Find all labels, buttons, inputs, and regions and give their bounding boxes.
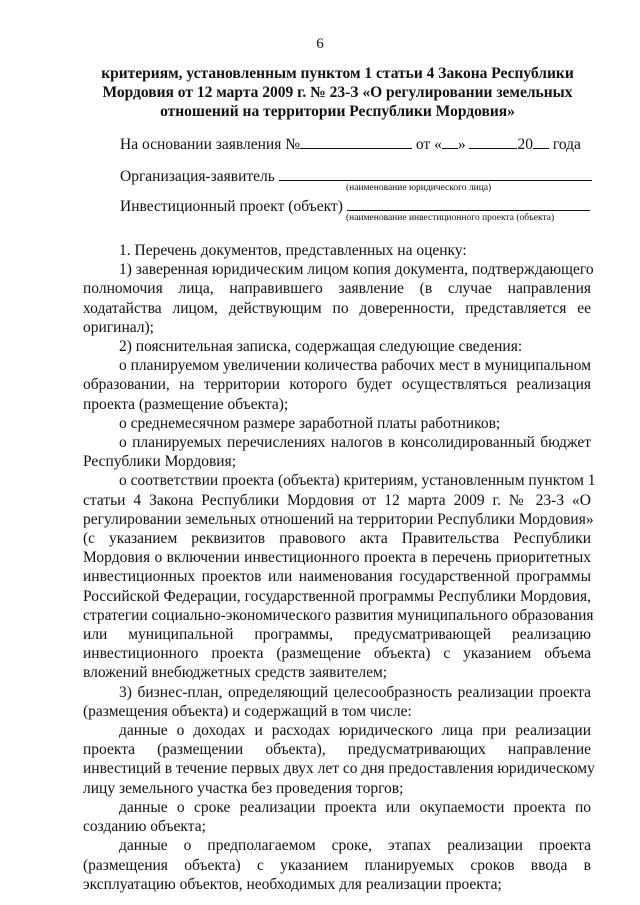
project-label: Инвестиционный проект (объект) (120, 198, 343, 215)
text-line: (размещения объекта) с указанием планируемых сроков ввода в (83, 856, 591, 874)
year-suffix: года (552, 136, 581, 153)
year-prefix: 20 (517, 136, 533, 153)
text-line: Российской Федерации, государственной программы Республики Мордовия, (83, 587, 591, 605)
text-line: инвестиционных проектов или наименования государственной программы (83, 568, 591, 586)
document-title (90, 64, 585, 121)
text-line: проекта (размещение объекта); (83, 395, 289, 413)
text-line: данные о доходах и расходах юридического лица при реализации (119, 722, 591, 740)
project-blank (347, 196, 590, 211)
text-line: оригинал); (83, 318, 154, 336)
month-blank (469, 134, 517, 149)
text-line: инвестиционного проекта (размещение объекта) с указанием объема (83, 645, 591, 663)
text-line: (размещения объекта) и содержащий в том числе: (83, 702, 412, 720)
document-body (83, 241, 596, 894)
project-caption: (наименование инвестиционного проекта (объекта) (346, 213, 555, 223)
text-line: 1) заверенная юридическим лицом копия документа, подтверждающего (119, 261, 594, 279)
text-line: данные о сроке реализации проекта или окупаемости проекта по (119, 798, 591, 816)
text-line: ходатайства лицом, действующим по доверенности, представляется ее (83, 299, 591, 317)
text-line: статьи 4 Закона Республики Мордовия от 12 марта 2009 г. № 23-З «О (83, 491, 591, 509)
text-line: полномочия лица, направившего заявление (в случае направления (83, 280, 591, 298)
page-number: 6 (316, 36, 324, 52)
text-line: стратегии социально-экономического развития муниципального образования (83, 606, 594, 624)
text-line: созданию объекта; (83, 818, 206, 836)
applicant-caption: (наименование юридического лица) (346, 183, 492, 193)
text-line: Мордовия о включении инвестиционного проекта в перечень приоритетных (83, 549, 591, 567)
title-line: критериям, установленным пунктом 1 статьи 4 Закона Республики (101, 65, 574, 82)
text-line: Республики Мордовия; (83, 453, 237, 471)
text-line: данные о предполагаемом сроке, этапах реализации проекта (119, 837, 591, 855)
basis-row (120, 134, 581, 154)
text-line: образовании, на территории которого будет осуществляться реализация (83, 376, 591, 394)
basis-from: от « (415, 136, 442, 153)
application-number-blank (300, 134, 412, 149)
text-line: о соответствии проекта (объекта) критериям, установленным пунктом 1 (119, 472, 596, 490)
title-line: отношений на территории Республики Мордовия» (160, 103, 515, 120)
text-line: (с указанием реквизитов правового акта Правительства Республики (83, 530, 591, 548)
applicant-blank (279, 166, 592, 181)
text-line: 2) пояснительная записка, содержащая следующие сведения: (119, 338, 523, 356)
text-line: лицу земельного участка без проведения торгов; (83, 779, 404, 797)
applicant-label: Организация-заявитель (120, 168, 275, 185)
text-line: эксплуатацию объектов, необходимых для реализации проекта; (83, 875, 502, 893)
text-line: или муниципальной программы, предусматривающей реализацию (83, 626, 591, 644)
text-line: инвестиций в течение первых двух лет со дня предоставления юридическому (83, 760, 595, 778)
text-line: вложений внебюджетных средств заявителем; (83, 664, 388, 682)
text-line: проекта (размещении объекта), предусматривающих направление (83, 741, 591, 759)
text-line: регулировании земельных отношений на территории Республики Мордовия» (83, 510, 594, 528)
basis-label: На основании заявления № (120, 136, 301, 153)
year-blank (533, 134, 549, 149)
basis-quote-close: » (457, 136, 466, 153)
title-line: Мордовия от 12 марта 2009 г. № 23-З «О регулировании земельных (102, 84, 573, 101)
text-line: 1. Перечень документов, представленных на оценку: (119, 242, 467, 259)
text-line: о планируемых перечислениях налогов в консолидированный бюджет (119, 434, 591, 452)
text-line: о планируемом увеличении количества рабочих мест в муниципальном (119, 357, 592, 375)
day-blank (442, 134, 458, 149)
text-line: о среднемесячном размере заработной платы работников; (119, 414, 501, 432)
text-line: 3) бизнес-план, определяющий целесообразность реализации проекта (119, 683, 591, 701)
